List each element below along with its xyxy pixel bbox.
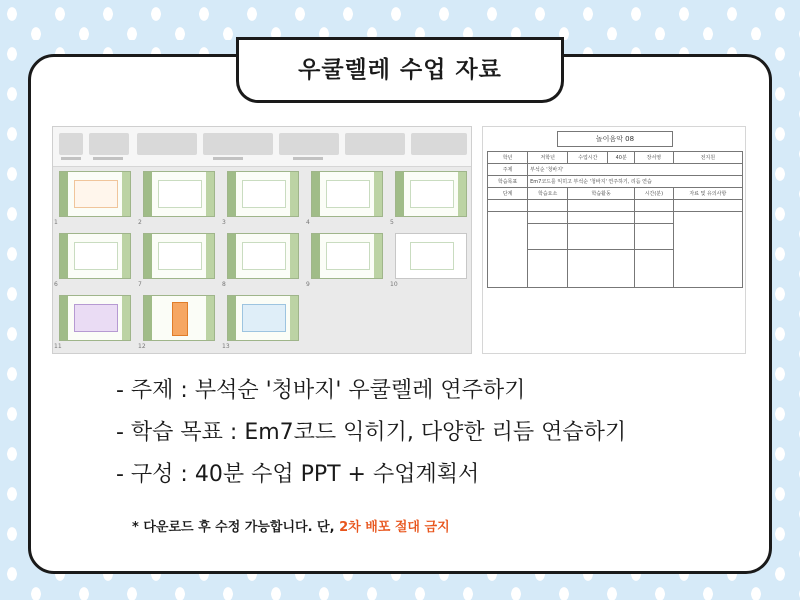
page-title: 우쿨렐레 수업 자료 — [298, 57, 502, 83]
slide-thumbnail: 1 — [59, 171, 131, 217]
slide-thumbnail: 13 — [227, 295, 299, 341]
download-notice — [132, 516, 450, 535]
slide-thumbnail: 6 — [59, 233, 131, 279]
slide-thumbnail: 2 — [143, 171, 215, 217]
slide-thumbnail: 12 — [143, 295, 215, 341]
lesson-plan-title: 놀이음악 08 — [557, 131, 673, 147]
slide-thumbnail: 9 — [311, 233, 383, 279]
bullet-topic: - 주제 : 부석순 '청바지' 우쿨렐레 연주하기 — [116, 378, 526, 403]
title-tab — [236, 37, 564, 103]
bullet-learning-goal: - 학습 목표 : Em7코드 익히기, 다양한 리듬 연습하기 — [116, 420, 627, 445]
bullet-composition: - 구성 : 40분 수업 PPT + 수업계획서 — [116, 462, 480, 487]
lesson-plan-image — [482, 126, 746, 354]
slide-thumbnail: 10 — [395, 233, 467, 279]
description-list — [116, 378, 626, 504]
slide-thumbnail: 5 — [395, 171, 467, 217]
ppt-ribbon — [53, 127, 471, 167]
ppt-preview-image — [52, 126, 472, 354]
slide-thumbnail: 8 — [227, 233, 299, 279]
slide-thumbnail: 3 — [227, 171, 299, 217]
notice-text: * 다운로드 후 수정 가능합니다. 단, — [132, 520, 340, 535]
redistribution-warning: 2차 배포 절대 금지 — [339, 520, 450, 535]
slide-thumbnail: 4 — [311, 171, 383, 217]
slide-thumbnail: 7 — [143, 233, 215, 279]
slide-thumbnail: 11 — [59, 295, 131, 341]
lesson-plan-table: 학년 저학년 수업시간 40분 장서영 전지원 주제 부석순 '청바지' 학습목표 Em7코드를 익히고 부석순 '청바지' 연주하기, 리듬 연습 단계 학습요소 학습활동 시간(분) 자료 및 유의사항 — [487, 151, 743, 288]
